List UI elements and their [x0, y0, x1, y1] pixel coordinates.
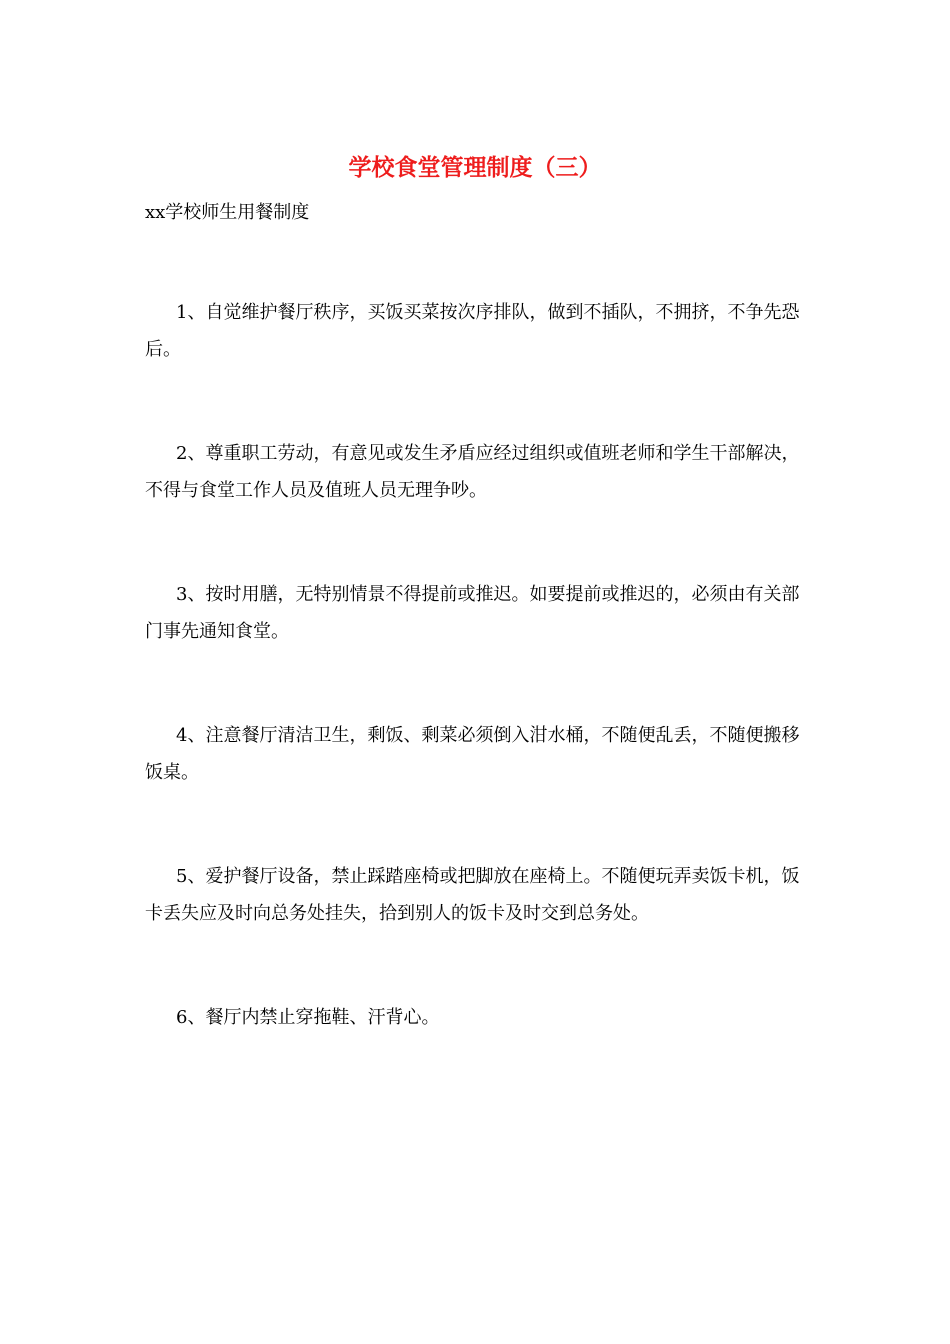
document-subtitle: xx学校师生用餐制度 — [145, 202, 310, 223]
rule-item-1: 1、自觉维护餐厅秩序，买饭买菜按次序排队，做到不插队，不拥挤，不争先恐后。 — [145, 302, 800, 360]
rule-item-2: 2、尊重职工劳动，有意见或发生矛盾应经过组织或值班老师和学生干部解决，不得与食堂工作人员及值班人员无理争吵。 — [145, 443, 800, 501]
rule-item-3: 3、按时用膳，无特别情景不得提前或推迟。如要提前或推迟的，必须由有关部门事先通知食堂。 — [145, 584, 800, 642]
rule-item-5: 5、爱护餐厅设备，禁止踩踏座椅或把脚放在座椅上。不随便玩弄卖饭卡机，饭卡丢失应及时向总务处挂失，拾到别人的饭卡及时交到总务处。 — [145, 866, 800, 924]
rule-item-4: 4、注意餐厅清洁卫生，剩饭、剩菜必须倒入泔水桶，不随便乱丢，不随便搬移饭桌。 — [145, 725, 800, 783]
page-title: 学校食堂管理制度（三） — [348, 154, 602, 181]
rule-item-6: 6、餐厅内禁止穿拖鞋、汗背心。 — [176, 1007, 440, 1028]
